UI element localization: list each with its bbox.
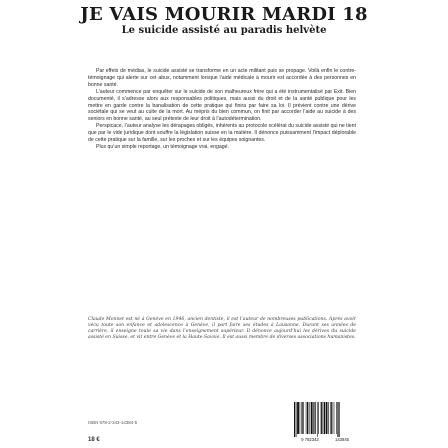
barcode-bar [296, 402, 297, 437]
barcode-bar [318, 402, 319, 434]
barcode-bar [330, 402, 331, 434]
blurb-paragraph-1: Par effets de médias, le suicide assisté se transforme en un acte militant puis se propage. Voilà enfin le contre-témoignage qui alerte sur cet abus, notamment lorsque l’aide médicale à mourir est accordée à des personnes en bonne santé. [88, 68, 356, 88]
barcode-bar [337, 402, 338, 437]
barcode-bar [303, 402, 304, 434]
barcode-graphic [290, 400, 360, 442]
book-title: JE VAIS MOURIR MARDI 18 [80, 4, 368, 25]
barcode-bar [331, 402, 332, 434]
barcode-bar [334, 402, 335, 434]
barcode-bar [306, 402, 307, 434]
barcode [290, 400, 360, 442]
barcode-bar [339, 402, 340, 437]
barcode-bar [314, 402, 315, 434]
barcode-bar [294, 402, 295, 437]
barcode-bar [297, 402, 299, 434]
barcode-bar [336, 402, 337, 434]
barcode-bar [324, 402, 325, 434]
barcode-bar [307, 402, 308, 434]
author-bio: Claude Monnet est né à Genève en 1946, ancien dentiste, il est l’auteur de nombreuses publications. Après avoir vécu toute son enfance et adolescence à Genève, il part faire ses études à Lausanne. Durant ses années de carrière, il enseigne toute sa vie dans l’enseignement supérieur. Il dénonce aujourd’hui les dérives du suicide assisté en Suisse, et vit entre Genève et la Haute-Savoie. Il est aussi membre de diverses associations humanistes. [88, 317, 356, 340]
barcode-bar [300, 402, 301, 434]
barcode-digits-left: 9 782343 [301, 437, 319, 442]
barcode-bar [328, 402, 329, 434]
barcode-bar [309, 402, 310, 434]
barcode-bar [326, 402, 328, 434]
barcode-bar [313, 402, 314, 434]
barcode-digits-right: 143845 [335, 437, 349, 442]
barcode-bar [321, 402, 322, 434]
barcode-bar [311, 402, 313, 434]
isbn: ISBN 978-2-343-14384-5 [88, 420, 138, 425]
barcode-bar [323, 402, 324, 434]
blurb-paragraph-4: Plus qu’un simple reportage, un témoignage vrai, engagé. [96, 143, 229, 150]
blurb-paragraph-2: L’auteur commence par enquêter sur le suicide de son malheureux frère qui a été instrumentalisé par Exit. Bien documenté, il s’adresse alors aux responsables politiques, mais aussi du droit et de la santé publique pour les mettre en garde contre la banalisation de cette pratique qui finira par faire sa loi. Il prévient contre une dérive sociétale qui se veut au culte de la mort. Au mépris du bien commun, on finit par accorder l’aide au suicide à des seniors en bonne santé, au seul prétexte de leur droit à l’autodétermination. [88, 88, 356, 123]
blurb-paragraph-3: Perspicace, l’auteur analyse les dérapages obligés, inhérents au protocole scélérat du suicide assisté qui ne tient que par le vide juridique dont souffre la législation suisse en la matière. Il dénonce puissamment l’impact déplorable de cette pratique sur la famille, sur les proches et sur les équipes soignantes. [88, 123, 356, 144]
blurb [88, 68, 356, 151]
barcode-bar [301, 402, 302, 434]
book-subtitle: Le suicide assisté au paradis helvète [121, 25, 327, 36]
price: 18 € [88, 437, 100, 443]
barcode-bar [317, 402, 318, 437]
